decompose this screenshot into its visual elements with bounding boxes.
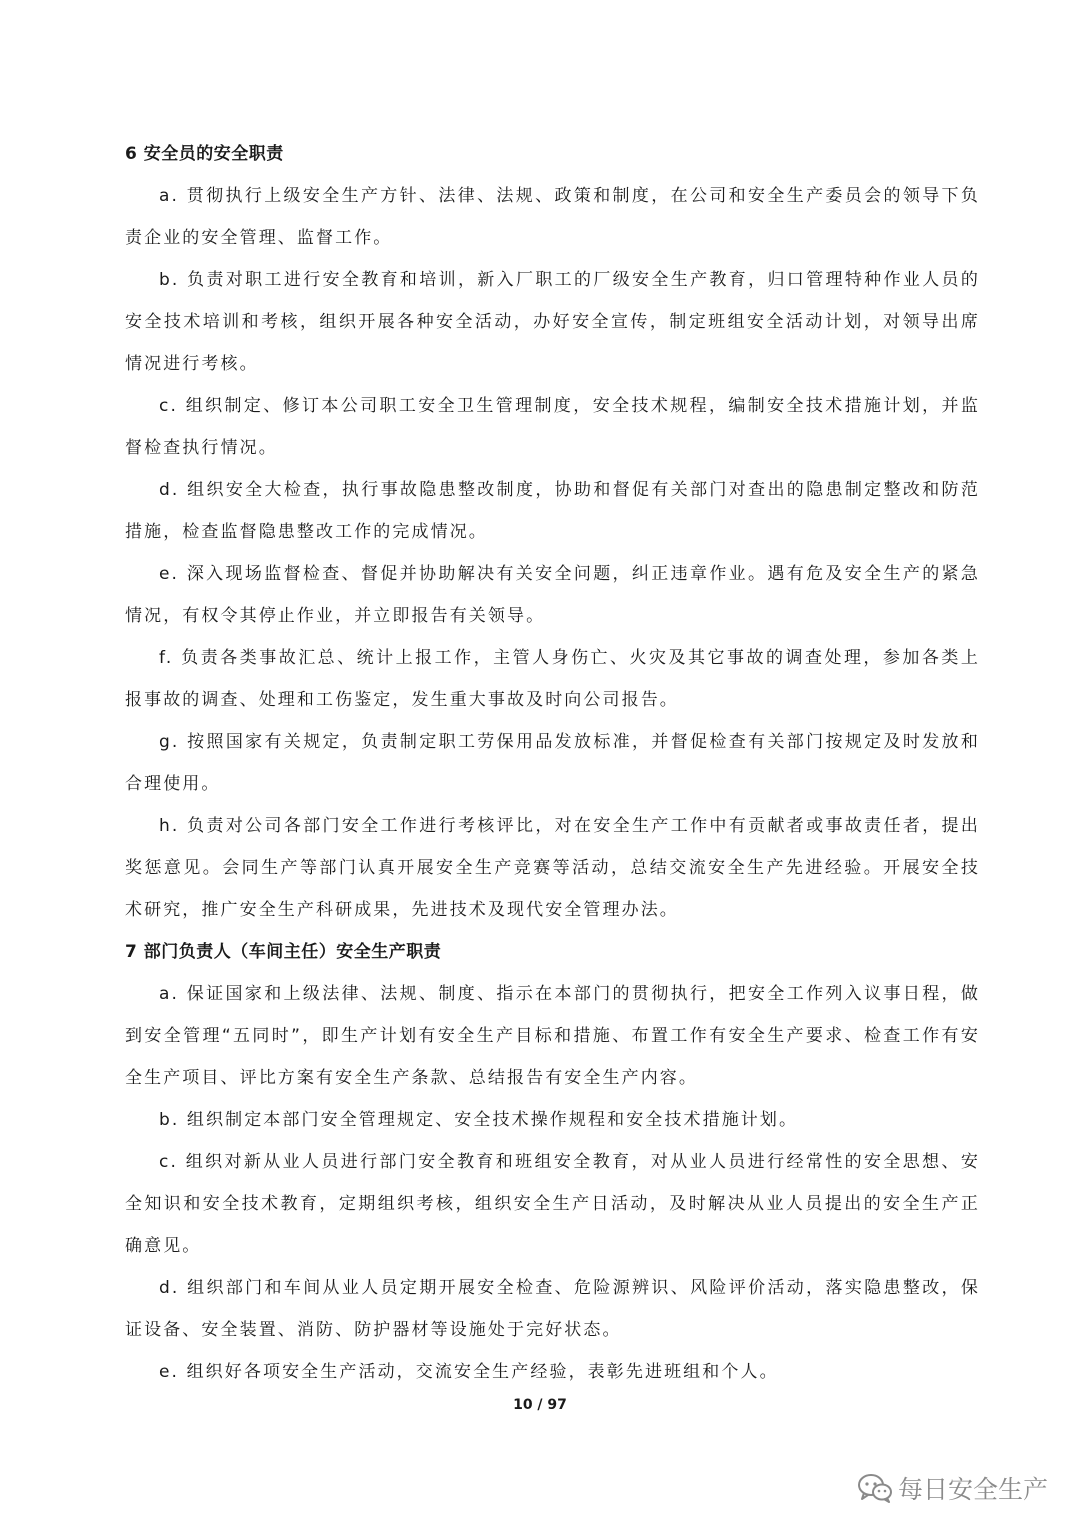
document-content bbox=[125, 133, 980, 1393]
section-7-item-c: c. 组织对新从业人员进行部门安全教育和班组安全教育，对从业人员进行经常性的安全思想、安全知识和安全技术教育，定期组织考核，组织安全生产日活动，及时解决从业人员提出的安全生产正确意见。 bbox=[125, 1152, 980, 1256]
section-7-item-b: b. 组织制定本部门安全管理规定、安全技术操作规程和安全技术措施计划。 bbox=[159, 1110, 799, 1130]
section-6-heading: 6 安全员的安全职责 bbox=[125, 144, 284, 164]
section-6-item-h: h. 负责对公司各部门安全工作进行考核评比，对在安全生产工作中有贡献者或事故责任者，提出奖惩意见。会同生产等部门认真开展安全生产竞赛等活动，总结交流安全生产先进经验。开展安全技术研究，推广安全生产科研成果，先进技术及现代安全管理办法。 bbox=[125, 816, 980, 920]
section-6-item-a: a. 贯彻执行上级安全生产方针、法律、法规、政策和制度，在公司和安全生产委员会的领导下负责企业的安全管理、监督工作。 bbox=[125, 186, 980, 248]
section-6-item-d: d. 组织安全大检查，执行事故隐患整改制度，协助和督促有关部门对查出的隐患制定整改和防范措施，检查监督隐患整改工作的完成情况。 bbox=[125, 480, 980, 542]
wechat-icon bbox=[856, 1472, 894, 1504]
page-number: 10 / 97 bbox=[513, 1397, 567, 1413]
section-6-item-b: b. 负责对职工进行安全教育和培训，新入厂职工的厂级安全生产教育，归口管理特种作业人员的安全技术培训和考核，组织开展各种安全活动，办好安全宣传，制定班组安全活动计划，对领导出席情况进行考核。 bbox=[125, 270, 980, 374]
section-7-item-a: a. 保证国家和上级法律、法规、制度、指示在本部门的贯彻执行，把安全工作列入议事日程，做到安全管理“五同时”，即生产计划有安全生产目标和措施、布置工作有安全生产要求、检查工作有安全生产项目、评比方案有安全生产条款、总结报告有安全生产内容。 bbox=[125, 984, 980, 1088]
section-6-item-f: f. 负责各类事故汇总、统计上报工作，主管人身伤亡、火灾及其它事故的调查处理，参加各类上报事故的调查、处理和工伤鉴定，发生重大事故及时向公司报告。 bbox=[125, 648, 980, 710]
watermark-text: 每日安全生产 bbox=[897, 1475, 1048, 1504]
section-7-heading: 7 部门负责人（车间主任）安全生产职责 bbox=[125, 942, 442, 962]
section-7-item-e: e. 组织好各项安全生产活动，交流安全生产经验，表彰先进班组和个人。 bbox=[159, 1362, 779, 1382]
watermark bbox=[856, 1468, 1048, 1508]
section-6-item-e: e. 深入现场监督检查、督促并协助解决有关安全问题，纠正违章作业。遇有危及安全生产的紧急情况，有权令其停止作业，并立即报告有关领导。 bbox=[125, 564, 980, 626]
section-7-item-d: d. 组织部门和车间从业人员定期开展安全检查、危险源辨识、风险评价活动，落实隐患整改，保证设备、安全装置、消防、防护器材等设施处于完好状态。 bbox=[125, 1278, 980, 1340]
section-6-item-c: c. 组织制定、修订本公司职工安全卫生管理制度，安全技术规程，编制安全技术措施计划，并监督检查执行情况。 bbox=[125, 396, 980, 458]
section-6-item-g: g. 按照国家有关规定，负责制定职工劳保用品发放标准，并督促检查有关部门按规定及时发放和合理使用。 bbox=[125, 732, 980, 794]
